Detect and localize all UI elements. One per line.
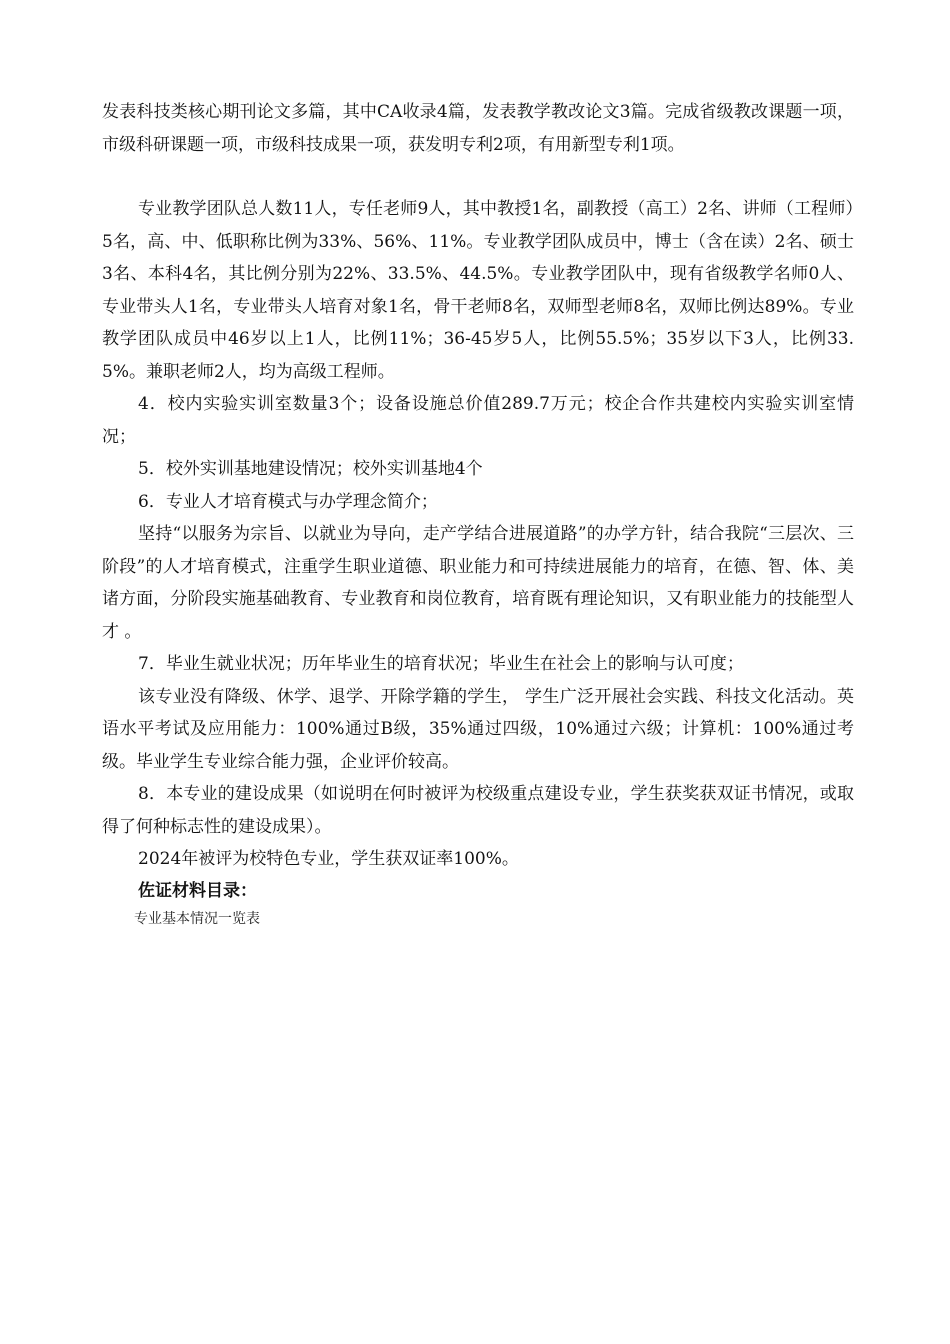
evidence-heading: 佐证材料目录： [138,880,257,901]
document-body [102,96,854,932]
paragraph-research-output: 发表科技类核心期刊论文多篇，其中CA收录4篇，发表教学教改论文3篇。完成省级教改课题一项，市级科研课题一项，市级科技成果一项，获发明专利2项，有用新型专利1项。 [102,102,854,155]
paragraph-item-4: 4．校内实验实训室数量3个；设备设施总价值289.7万元；校企合作共建校内实验实训室情况； [102,394,854,447]
paragraph-graduates: 该专业没有降级、休学、退学、开除学籍的学生， 学生广泛开展社会实践、科技文化活动。英语水平考试及应用能力：100%通过B级，35%通过四级，10%通过六级；计算机：100%通过考级。毕业学生专业综合能力强，企业评价较高。 [102,686,854,772]
paragraph-item-5: 5．校外实训基地建设情况；校外实训基地4个 [138,459,483,479]
paragraph-teaching-team: 专业教学团队总人数11人，专任老师9人，其中教授1名，副教授（高工）2名、讲师（工程师）5名，高、中、低职称比例为33%、56%、11%。专业教学团队成员中，博士（含在读）2名、硕士3名、本科4名，其比例分别为22%、33.5%、44.5%。专业教学团队中，现有省级教学名师0人、专业带头人1名，专业带头人培育对象1名，骨干老师8名，双师型老师8名，双师比例达89%。专业教学团队成员中46岁以上1人，比例11%；36-45岁5人，比例55.5%；35岁以下3人，比例33.5%。兼职老师2人，均为高级工程师。 [102,199,854,382]
paragraph-item-6: 6．专业人才培育模式与办学理念简介； [138,491,438,512]
paragraph-item-8: 8．本专业的建设成果（如说明在何时被评为校级重点建设专业，学生获奖获双证书情况，或取得了何种标志性的建设成果）。 [102,784,854,837]
paragraph-achievement: 2024年被评为校特色专业，学生获双证率100%。 [138,849,519,869]
evidence-item: 专业基本情况一览表 [134,910,260,927]
paragraph-item-7: 7．毕业生就业状况；历年毕业生的培育状况；毕业生在社会上的影响与认可度； [138,654,744,674]
paragraph-training-model: 坚持“以服务为宗旨、以就业为导向，走产学结合进展道路”的办学方针，结合我院“三层次、三阶段”的人才培育模式，注重学生职业道德、职业能力和可持续进展能力的培育，在德、智、体、美诸方面，分阶段实施基础教育、专业教育和岗位教育，培育既有理论知识，又有职业能力的技能型人才 。 [102,524,854,642]
